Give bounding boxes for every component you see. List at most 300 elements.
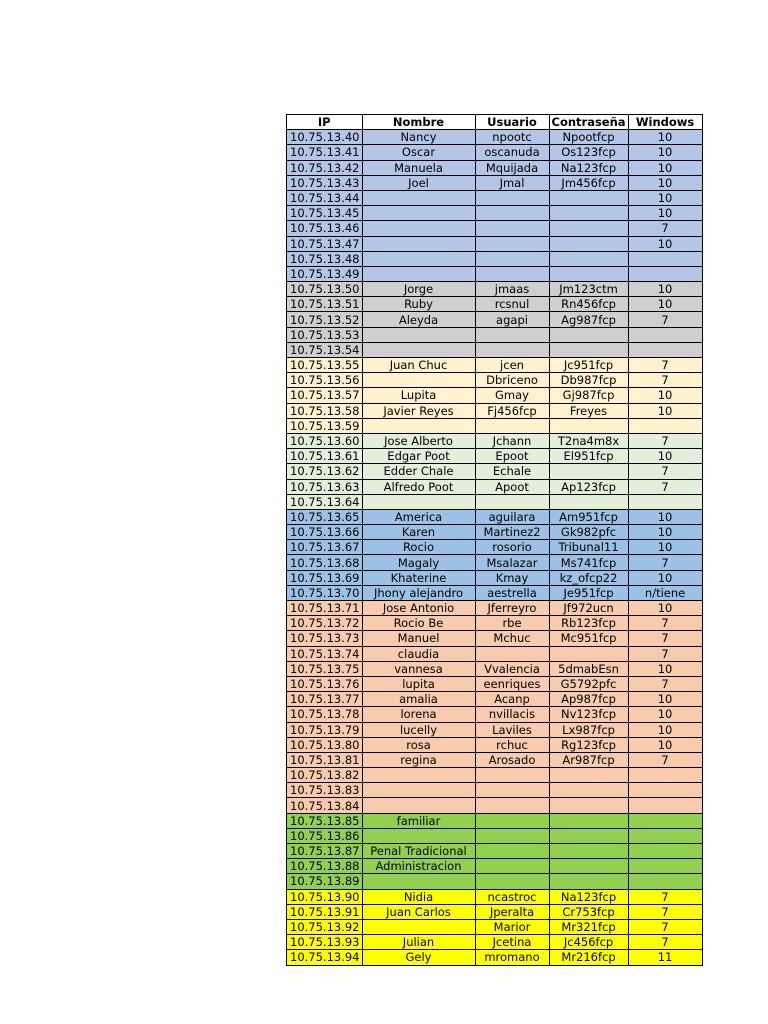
header-contrasena: Contraseña — [549, 115, 628, 130]
cell-windows: 7 — [628, 464, 702, 479]
cell-usuario: Dbriceno — [475, 373, 549, 388]
cell-ip: 10.75.13.62 — [287, 464, 363, 479]
table-row — [287, 737, 703, 752]
cell-usuario: mromano — [475, 950, 549, 965]
table-row — [287, 388, 703, 403]
table-row — [287, 433, 703, 448]
cell-nombre: Jhony alejandro — [362, 585, 475, 600]
table-body — [287, 130, 703, 965]
cell-ip: 10.75.13.71 — [287, 601, 363, 616]
table-row — [287, 798, 703, 813]
cell-windows: 10 — [628, 175, 702, 190]
table-row — [287, 221, 703, 236]
cell-usuario: Echale — [475, 464, 549, 479]
cell-ip: 10.75.13.50 — [287, 282, 363, 297]
cell-windows: 10 — [628, 236, 702, 251]
cell-nombre: rosa — [362, 737, 475, 752]
table-row — [287, 312, 703, 327]
cell-contrasena — [549, 342, 628, 357]
cell-usuario: npootc — [475, 130, 549, 145]
cell-nombre — [362, 919, 475, 934]
cell-nombre — [362, 768, 475, 783]
cell-ip: 10.75.13.54 — [287, 342, 363, 357]
cell-nombre: Khaterine — [362, 570, 475, 585]
cell-usuario — [475, 190, 549, 205]
cell-windows: 10 — [628, 540, 702, 555]
cell-ip: 10.75.13.80 — [287, 737, 363, 752]
cell-nombre: Oscar — [362, 145, 475, 160]
cell-usuario: aguilara — [475, 509, 549, 524]
cell-usuario — [475, 206, 549, 221]
cell-ip: 10.75.13.86 — [287, 828, 363, 843]
cell-nombre: claudia — [362, 646, 475, 661]
cell-ip: 10.75.13.81 — [287, 752, 363, 767]
cell-usuario: aestrella — [475, 585, 549, 600]
cell-contrasena: Jm123ctm — [549, 282, 628, 297]
cell-nombre: amalia — [362, 692, 475, 707]
table-row — [287, 661, 703, 676]
cell-windows: 10 — [628, 160, 702, 175]
table-row — [287, 950, 703, 965]
cell-usuario: rosorio — [475, 540, 549, 555]
cell-nombre: Nancy — [362, 130, 475, 145]
table-row — [287, 889, 703, 904]
cell-windows: 7 — [628, 889, 702, 904]
cell-usuario: Mquijada — [475, 160, 549, 175]
cell-usuario: Gmay — [475, 388, 549, 403]
cell-nombre: Jorge — [362, 282, 475, 297]
cell-windows: 10 — [628, 206, 702, 221]
cell-contrasena — [549, 859, 628, 874]
cell-windows: 7 — [628, 358, 702, 373]
cell-contrasena: Ar987fcp — [549, 752, 628, 767]
table-row — [287, 585, 703, 600]
cell-windows: 10 — [628, 403, 702, 418]
table-row — [287, 327, 703, 342]
cell-nombre: Juan Chuc — [362, 358, 475, 373]
cell-usuario: Jcetina — [475, 935, 549, 950]
cell-ip: 10.75.13.68 — [287, 555, 363, 570]
cell-ip: 10.75.13.94 — [287, 950, 363, 965]
cell-ip: 10.75.13.60 — [287, 433, 363, 448]
cell-ip: 10.75.13.41 — [287, 145, 363, 160]
header-windows: Windows — [628, 115, 702, 130]
cell-ip: 10.75.13.49 — [287, 266, 363, 281]
cell-usuario: Msalazar — [475, 555, 549, 570]
table-row — [287, 768, 703, 783]
cell-nombre — [362, 342, 475, 357]
table-row — [287, 859, 703, 874]
cell-nombre — [362, 221, 475, 236]
cell-windows — [628, 494, 702, 509]
cell-usuario: Jferreyro — [475, 601, 549, 616]
cell-windows: 7 — [628, 919, 702, 934]
cell-windows: 7 — [628, 631, 702, 646]
cell-nombre: Edgar Poot — [362, 449, 475, 464]
cell-contrasena — [549, 418, 628, 433]
cell-windows: 10 — [628, 570, 702, 585]
cell-ip: 10.75.13.79 — [287, 722, 363, 737]
cell-ip: 10.75.13.82 — [287, 768, 363, 783]
cell-windows — [628, 874, 702, 889]
cell-usuario: Laviles — [475, 722, 549, 737]
table-row — [287, 160, 703, 175]
cell-usuario: nvillacis — [475, 707, 549, 722]
cell-contrasena: Rb123fcp — [549, 616, 628, 631]
table-row — [287, 418, 703, 433]
cell-usuario — [475, 783, 549, 798]
cell-nombre — [362, 251, 475, 266]
cell-contrasena: Mr321fcp — [549, 919, 628, 934]
cell-usuario: Vvalencia — [475, 661, 549, 676]
cell-nombre — [362, 874, 475, 889]
cell-contrasena: Na123fcp — [549, 160, 628, 175]
cell-contrasena: Je951fcp — [549, 585, 628, 600]
table-row — [287, 190, 703, 205]
table-row — [287, 525, 703, 540]
cell-nombre: lorena — [362, 707, 475, 722]
cell-contrasena — [549, 646, 628, 661]
cell-nombre: Nidia — [362, 889, 475, 904]
table-row — [287, 175, 703, 190]
table-row — [287, 631, 703, 646]
table-row — [287, 722, 703, 737]
table-row — [287, 464, 703, 479]
cell-ip: 10.75.13.40 — [287, 130, 363, 145]
cell-windows: 10 — [628, 509, 702, 524]
cell-usuario — [475, 646, 549, 661]
cell-windows — [628, 798, 702, 813]
cell-ip: 10.75.13.77 — [287, 692, 363, 707]
table-row — [287, 297, 703, 312]
cell-windows: 7 — [628, 433, 702, 448]
cell-contrasena — [549, 828, 628, 843]
cell-usuario: ncastroc — [475, 889, 549, 904]
cell-nombre: Karen — [362, 525, 475, 540]
table-row — [287, 935, 703, 950]
table-row — [287, 358, 703, 373]
cell-contrasena: Rg123fcp — [549, 737, 628, 752]
cell-windows — [628, 859, 702, 874]
cell-windows: 10 — [628, 692, 702, 707]
cell-windows: 7 — [628, 555, 702, 570]
cell-ip: 10.75.13.57 — [287, 388, 363, 403]
cell-ip: 10.75.13.44 — [287, 190, 363, 205]
cell-windows: 10 — [628, 130, 702, 145]
cell-nombre: regina — [362, 752, 475, 767]
cell-windows: 11 — [628, 950, 702, 965]
table-row — [287, 904, 703, 919]
cell-ip: 10.75.13.91 — [287, 904, 363, 919]
cell-usuario — [475, 266, 549, 281]
cell-usuario — [475, 236, 549, 251]
cell-nombre: Aleyda — [362, 312, 475, 327]
table-row — [287, 449, 703, 464]
cell-nombre: Jose Alberto — [362, 433, 475, 448]
cell-nombre: Lupita — [362, 388, 475, 403]
table-row — [287, 494, 703, 509]
table-row — [287, 206, 703, 221]
cell-nombre: Penal Tradicional — [362, 844, 475, 859]
table-row — [287, 752, 703, 767]
cell-windows: 7 — [628, 312, 702, 327]
cell-contrasena — [549, 251, 628, 266]
cell-contrasena: 5dmabEsn — [549, 661, 628, 676]
cell-usuario — [475, 844, 549, 859]
cell-ip: 10.75.13.55 — [287, 358, 363, 373]
cell-usuario: agapi — [475, 312, 549, 327]
cell-contrasena — [549, 494, 628, 509]
cell-contrasena — [549, 206, 628, 221]
cell-contrasena: Gk982pfc — [549, 525, 628, 540]
cell-contrasena — [549, 236, 628, 251]
cell-windows: 10 — [628, 449, 702, 464]
cell-windows: 7 — [628, 752, 702, 767]
table-row — [287, 676, 703, 691]
cell-nombre — [362, 828, 475, 843]
cell-windows — [628, 418, 702, 433]
cell-ip: 10.75.13.87 — [287, 844, 363, 859]
cell-ip: 10.75.13.76 — [287, 676, 363, 691]
cell-ip: 10.75.13.75 — [287, 661, 363, 676]
header-row — [287, 115, 703, 130]
table-row — [287, 479, 703, 494]
cell-windows: 10 — [628, 388, 702, 403]
cell-windows: 10 — [628, 737, 702, 752]
cell-ip: 10.75.13.92 — [287, 919, 363, 934]
cell-contrasena — [549, 813, 628, 828]
cell-windows: 7 — [628, 676, 702, 691]
cell-ip: 10.75.13.83 — [287, 783, 363, 798]
cell-windows — [628, 828, 702, 843]
cell-usuario — [475, 768, 549, 783]
table-row — [287, 646, 703, 661]
cell-usuario: Jperalta — [475, 904, 549, 919]
cell-windows: 7 — [628, 373, 702, 388]
cell-ip: 10.75.13.74 — [287, 646, 363, 661]
cell-nombre — [362, 206, 475, 221]
cell-nombre: lupita — [362, 676, 475, 691]
cell-windows — [628, 813, 702, 828]
cell-windows: 7 — [628, 221, 702, 236]
table-row — [287, 509, 703, 524]
cell-windows — [628, 342, 702, 357]
table-row — [287, 373, 703, 388]
cell-ip: 10.75.13.48 — [287, 251, 363, 266]
cell-nombre — [362, 190, 475, 205]
cell-contrasena: Tribunal11 — [549, 540, 628, 555]
cell-nombre — [362, 494, 475, 509]
cell-windows: 10 — [628, 297, 702, 312]
cell-windows: 10 — [628, 722, 702, 737]
cell-contrasena: Rn456fcp — [549, 297, 628, 312]
cell-windows — [628, 783, 702, 798]
cell-windows — [628, 844, 702, 859]
cell-nombre: Rocio — [362, 540, 475, 555]
cell-usuario: eenriques — [475, 676, 549, 691]
table-row — [287, 266, 703, 281]
cell-usuario — [475, 418, 549, 433]
cell-contrasena: G5792pfc — [549, 676, 628, 691]
cell-usuario: Epoot — [475, 449, 549, 464]
cell-ip: 10.75.13.52 — [287, 312, 363, 327]
cell-ip: 10.75.13.47 — [287, 236, 363, 251]
cell-nombre: Manuel — [362, 631, 475, 646]
cell-usuario: Jmal — [475, 175, 549, 190]
cell-windows — [628, 266, 702, 281]
cell-nombre: Manuela — [362, 160, 475, 175]
table-row — [287, 130, 703, 145]
cell-contrasena: Db987fcp — [549, 373, 628, 388]
ip-table — [286, 114, 703, 966]
cell-contrasena: Na123fcp — [549, 889, 628, 904]
cell-usuario — [475, 798, 549, 813]
cell-ip: 10.75.13.85 — [287, 813, 363, 828]
cell-contrasena: Jc456fcp — [549, 935, 628, 950]
cell-ip: 10.75.13.90 — [287, 889, 363, 904]
cell-usuario — [475, 813, 549, 828]
cell-usuario: jcen — [475, 358, 549, 373]
cell-nombre: Joel — [362, 175, 475, 190]
cell-nombre: Edder Chale — [362, 464, 475, 479]
cell-usuario: Kmay — [475, 570, 549, 585]
header-nombre: Nombre — [362, 115, 475, 130]
cell-usuario — [475, 859, 549, 874]
cell-nombre: Julian — [362, 935, 475, 950]
cell-usuario: Mchuc — [475, 631, 549, 646]
cell-ip: 10.75.13.64 — [287, 494, 363, 509]
cell-ip: 10.75.13.58 — [287, 403, 363, 418]
table-row — [287, 540, 703, 555]
cell-contrasena: Ag987fcp — [549, 312, 628, 327]
cell-contrasena — [549, 768, 628, 783]
cell-ip: 10.75.13.51 — [287, 297, 363, 312]
cell-contrasena: Npootfcp — [549, 130, 628, 145]
cell-ip: 10.75.13.78 — [287, 707, 363, 722]
cell-contrasena — [549, 844, 628, 859]
cell-usuario: rchuc — [475, 737, 549, 752]
cell-windows: 10 — [628, 661, 702, 676]
cell-ip: 10.75.13.61 — [287, 449, 363, 464]
cell-contrasena: Ap987fcp — [549, 692, 628, 707]
cell-usuario: Acanp — [475, 692, 549, 707]
cell-contrasena: Am951fcp — [549, 509, 628, 524]
cell-contrasena: Jc951fcp — [549, 358, 628, 373]
cell-usuario: Fj456fcp — [475, 403, 549, 418]
cell-ip: 10.75.13.42 — [287, 160, 363, 175]
cell-usuario: rcsnul — [475, 297, 549, 312]
cell-contrasena — [549, 464, 628, 479]
cell-contrasena: Mr216fcp — [549, 950, 628, 965]
table-row — [287, 783, 703, 798]
cell-contrasena: Nv123fcp — [549, 707, 628, 722]
cell-nombre: familiar — [362, 813, 475, 828]
cell-nombre: Rocio Be — [362, 616, 475, 631]
cell-ip: 10.75.13.88 — [287, 859, 363, 874]
table-row — [287, 570, 703, 585]
cell-ip: 10.75.13.89 — [287, 874, 363, 889]
cell-nombre — [362, 418, 475, 433]
cell-ip: 10.75.13.43 — [287, 175, 363, 190]
cell-contrasena: Freyes — [549, 403, 628, 418]
cell-usuario — [475, 221, 549, 236]
cell-nombre: Alfredo Poot — [362, 479, 475, 494]
cell-contrasena: T2na4m8x — [549, 433, 628, 448]
table-row — [287, 616, 703, 631]
cell-contrasena — [549, 190, 628, 205]
cell-usuario: Marior — [475, 919, 549, 934]
cell-windows: 10 — [628, 190, 702, 205]
cell-usuario — [475, 494, 549, 509]
cell-nombre: Administracion — [362, 859, 475, 874]
cell-nombre: Juan Carlos — [362, 904, 475, 919]
cell-contrasena: Jf972ucn — [549, 601, 628, 616]
table-row — [287, 707, 703, 722]
cell-windows: 7 — [628, 904, 702, 919]
cell-nombre — [362, 373, 475, 388]
header-ip: IP — [287, 115, 363, 130]
cell-contrasena — [549, 266, 628, 281]
cell-contrasena: Mc951fcp — [549, 631, 628, 646]
cell-contrasena: Lx987fcp — [549, 722, 628, 737]
cell-usuario — [475, 327, 549, 342]
cell-ip: 10.75.13.69 — [287, 570, 363, 585]
cell-contrasena — [549, 798, 628, 813]
cell-nombre: Javier Reyes — [362, 403, 475, 418]
cell-ip: 10.75.13.84 — [287, 798, 363, 813]
table-row — [287, 601, 703, 616]
cell-nombre: Ruby — [362, 297, 475, 312]
cell-usuario: jmaas — [475, 282, 549, 297]
cell-usuario: Arosado — [475, 752, 549, 767]
cell-windows: 10 — [628, 145, 702, 160]
cell-windows: 7 — [628, 935, 702, 950]
table-row — [287, 251, 703, 266]
cell-windows — [628, 327, 702, 342]
table-row — [287, 403, 703, 418]
cell-windows: 10 — [628, 282, 702, 297]
cell-windows — [628, 251, 702, 266]
cell-ip: 10.75.13.72 — [287, 616, 363, 631]
cell-nombre: lucelly — [362, 722, 475, 737]
cell-ip: 10.75.13.45 — [287, 206, 363, 221]
cell-contrasena: El951fcp — [549, 449, 628, 464]
table-row — [287, 342, 703, 357]
table-row — [287, 145, 703, 160]
cell-ip: 10.75.13.66 — [287, 525, 363, 540]
cell-usuario — [475, 874, 549, 889]
cell-windows: 10 — [628, 525, 702, 540]
cell-ip: 10.75.13.70 — [287, 585, 363, 600]
cell-ip: 10.75.13.73 — [287, 631, 363, 646]
cell-ip: 10.75.13.59 — [287, 418, 363, 433]
cell-ip: 10.75.13.63 — [287, 479, 363, 494]
cell-windows: 7 — [628, 646, 702, 661]
cell-usuario: oscanuda — [475, 145, 549, 160]
cell-windows: n/tiene — [628, 585, 702, 600]
cell-usuario — [475, 251, 549, 266]
cell-ip: 10.75.13.46 — [287, 221, 363, 236]
table-row — [287, 919, 703, 934]
table-row — [287, 874, 703, 889]
cell-contrasena — [549, 221, 628, 236]
cell-contrasena: Jm456fcp — [549, 175, 628, 190]
cell-ip: 10.75.13.67 — [287, 540, 363, 555]
cell-windows — [628, 768, 702, 783]
cell-usuario: rbe — [475, 616, 549, 631]
cell-contrasena: Ap123fcp — [549, 479, 628, 494]
table-row — [287, 236, 703, 251]
